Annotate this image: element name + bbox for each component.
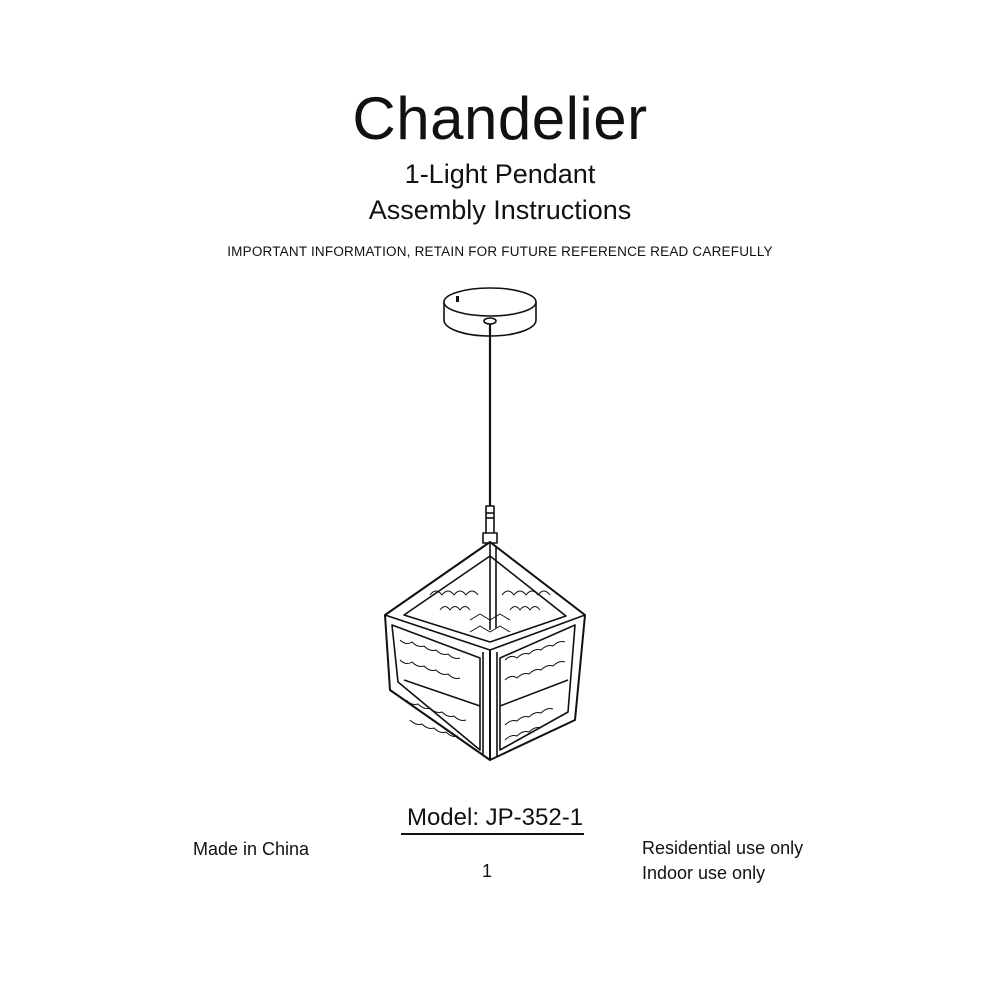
- pendant-light-illustration: [370, 280, 610, 780]
- instructions-subtitle: Assembly Instructions: [368, 195, 632, 225]
- model-number: Model: JP-352-1: [406, 804, 584, 831]
- product-subtitle: 1-Light Pendant: [404, 159, 596, 189]
- model-underline: [401, 833, 584, 835]
- document-title: Chandelier: [352, 85, 648, 152]
- indoor-use-label: Indoor use only: [642, 863, 766, 883]
- made-in-label: Made in China: [193, 839, 310, 859]
- page-number: 1: [482, 861, 493, 881]
- residential-use-label: Residential use only: [642, 838, 804, 858]
- important-notice: IMPORTANT INFORMATION, RETAIN FOR FUTURE REFERENCE READ CAREFULLY: [227, 244, 773, 259]
- cube-shade-icon: [385, 542, 585, 760]
- connector-icon: [486, 506, 494, 534]
